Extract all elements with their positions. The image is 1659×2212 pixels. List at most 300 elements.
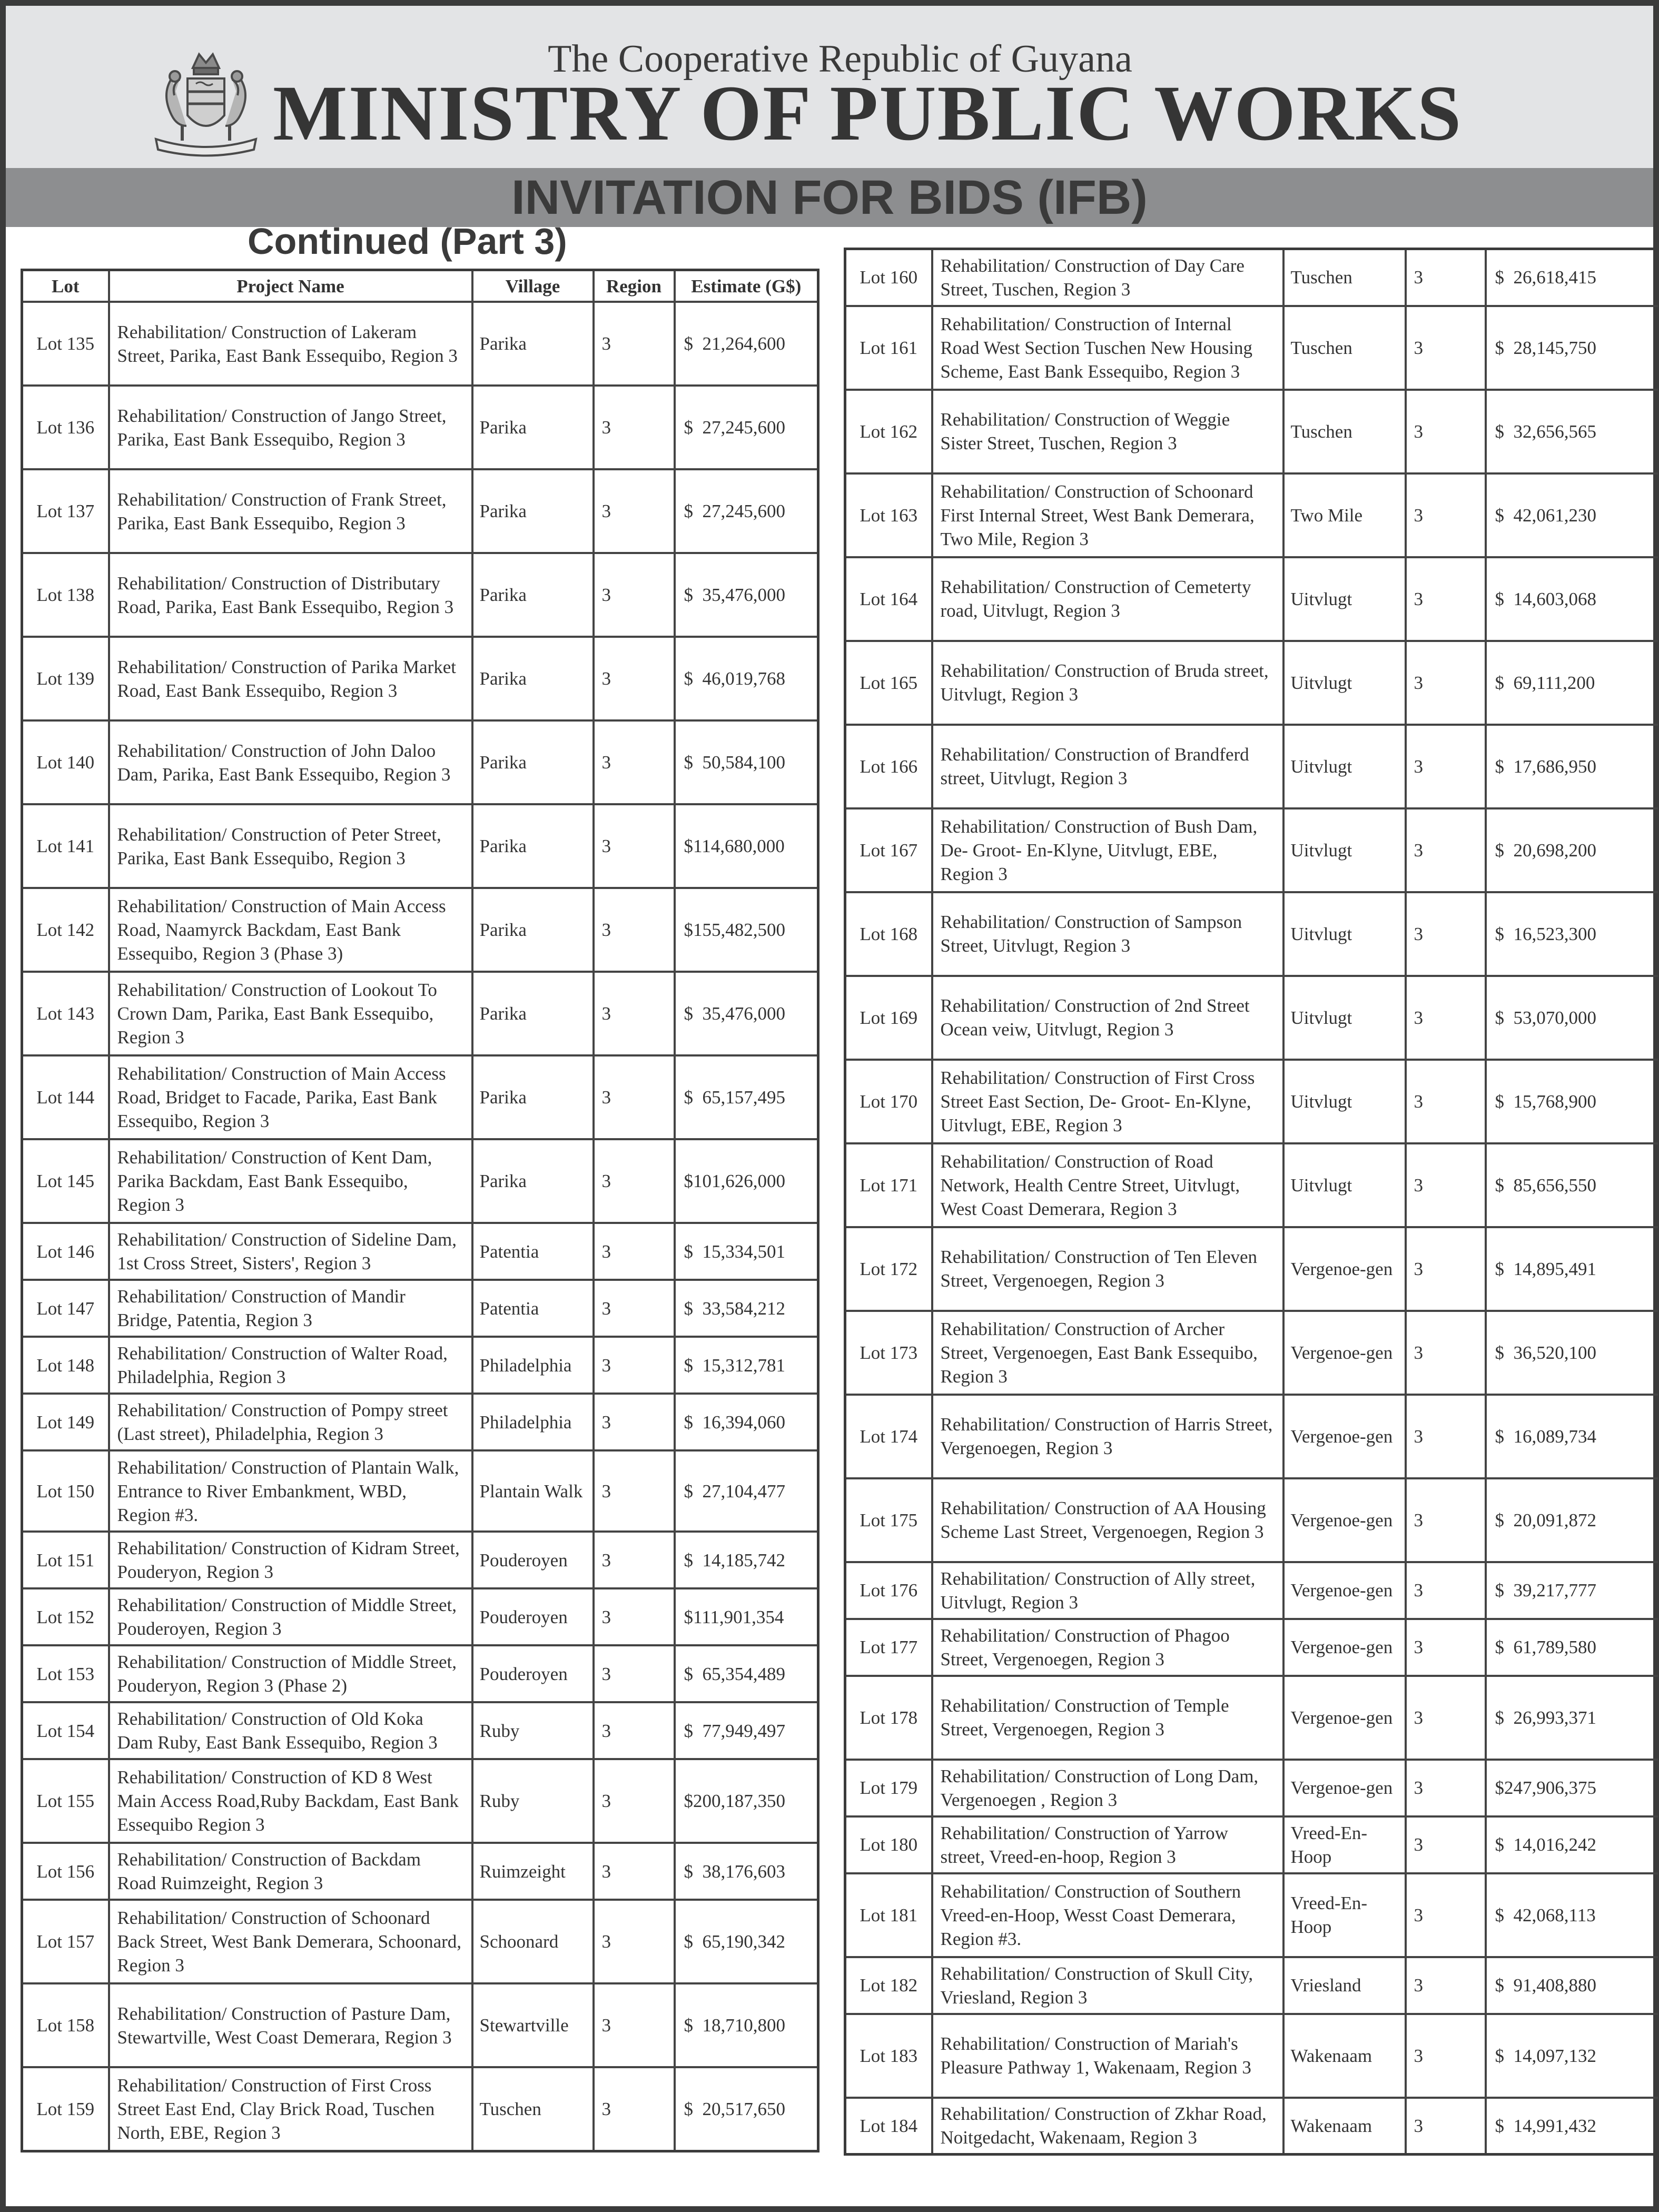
table-row [22, 1588, 818, 1645]
estimate-cell: $ 14,603,068 [1486, 557, 1659, 641]
lot-cell: Lot 138 [22, 553, 109, 637]
region-cell: 3 [594, 1223, 675, 1280]
estimate-cell: $ 15,312,781 [675, 1337, 818, 1394]
lot-cell: Lot 162 [845, 390, 932, 473]
estimate-cell: $ 26,993,371 [1486, 1676, 1659, 1760]
estimate-cell: $ 50,584,100 [675, 720, 818, 804]
village-cell: Philadelphia [472, 1337, 594, 1394]
village-cell: Pouderoyen [472, 1588, 594, 1645]
lot-cell: Lot 177 [845, 1619, 932, 1676]
lot-cell: Lot 135 [22, 302, 109, 386]
village-cell: Vriesland [1283, 1957, 1406, 2014]
village-cell: Parika [472, 637, 594, 720]
table-row [22, 386, 818, 469]
estimate-cell: $ 14,895,491 [1486, 1227, 1659, 1311]
village-cell: Vergenoe-gen [1283, 1676, 1406, 1760]
project-name-cell: Rehabilitation/ Construction of Brandferd street, Uitvlugt, Region 3 [932, 725, 1283, 808]
table-row [22, 1645, 818, 1702]
bids-table-left [21, 269, 819, 2152]
region-cell: 3 [594, 2067, 675, 2151]
region-cell: 3 [594, 1139, 675, 1223]
region-cell: 3 [1406, 892, 1486, 976]
region-cell: 3 [594, 1900, 675, 1983]
estimate-cell: $ 18,710,800 [675, 1983, 818, 2067]
project-name-cell: Rehabilitation/ Construction of Mariah's Pleasure Pathway 1, Wakenaam, Region 3 [932, 2014, 1283, 2098]
estimate-cell: $ 42,068,113 [1486, 1873, 1659, 1957]
region-cell: 3 [594, 1280, 675, 1337]
region-cell: 3 [1406, 390, 1486, 473]
project-name-cell: Rehabilitation/ Construction of Sampson Street, Uitvlugt, Region 3 [932, 892, 1283, 976]
region-cell: 3 [1406, 1619, 1486, 1676]
region-cell: 3 [594, 804, 675, 888]
village-cell: Ruby [472, 1702, 594, 1759]
lot-cell: Lot 169 [845, 976, 932, 1060]
project-name-cell: Rehabilitation/ Construction of Lookout To Crown Dam, Parika, East Bank Essequibo, Region 3 [109, 972, 472, 1055]
village-cell: Vergenoe-gen [1283, 1227, 1406, 1311]
table-row [22, 1055, 818, 1139]
lot-cell: Lot 145 [22, 1139, 109, 1223]
region-cell: 3 [594, 1055, 675, 1139]
table-row [22, 804, 818, 888]
project-name-cell: Rehabilitation/ Construction of Ten Eleven Street, Vergenoegen, Region 3 [932, 1227, 1283, 1311]
region-cell: 3 [594, 386, 675, 469]
estimate-cell: $ 35,476,000 [675, 553, 818, 637]
lot-cell: Lot 150 [22, 1450, 109, 1532]
village-cell: Wakenaam [1283, 2098, 1406, 2155]
village-cell: Parika [472, 553, 594, 637]
table-row [845, 557, 1659, 641]
project-name-cell: Rehabilitation/ Construction of Sideline Dam, 1st Cross Street, Sisters', Region 3 [109, 1223, 472, 1280]
project-name-cell: Rehabilitation/ Construction of Middle Street, Pouderyon, Region 3 (Phase 2) [109, 1645, 472, 1702]
table-row [22, 1702, 818, 1759]
region-cell: 3 [1406, 1873, 1486, 1957]
region-cell: 3 [594, 972, 675, 1055]
project-name-cell: Rehabilitation/ Construction of Bush Dam, De- Groot- En-Klyne, Uitvlugt, EBE, Region 3 [932, 808, 1283, 892]
lot-cell: Lot 163 [845, 473, 932, 557]
project-name-cell: Rehabilitation/ Construction of Road Network, Health Centre Street, Uitvlugt, West Coast Demerara, Region 3 [932, 1143, 1283, 1227]
estimate-cell: $ 20,698,200 [1486, 808, 1659, 892]
estimate-cell: $ 16,394,060 [675, 1394, 818, 1450]
village-cell: Tuschen [1283, 249, 1406, 306]
lot-cell: Lot 136 [22, 386, 109, 469]
village-cell: Vergenoe-gen [1283, 1760, 1406, 1816]
project-name-cell: Rehabilitation/ Construction of Main Access Road, Bridget to Facade, Parika, East Bank Essequibo, Region 3 [109, 1055, 472, 1139]
lot-cell: Lot 142 [22, 888, 109, 972]
estimate-cell: $ 16,523,300 [1486, 892, 1659, 976]
table-row [845, 1562, 1659, 1619]
project-name-cell: Rehabilitation/ Construction of Frank Street, Parika, East Bank Essequibo, Region 3 [109, 469, 472, 553]
estimate-cell: $155,482,500 [675, 888, 818, 972]
village-cell: Uitvlugt [1283, 725, 1406, 808]
estimate-cell: $114,680,000 [675, 804, 818, 888]
village-cell: Ruby [472, 1759, 594, 1843]
estimate-cell: $ 69,111,200 [1486, 641, 1659, 725]
table-row [845, 641, 1659, 725]
lot-cell: Lot 156 [22, 1843, 109, 1900]
village-cell: Parika [472, 804, 594, 888]
header-region: Region [594, 270, 675, 302]
project-name-cell: Rehabilitation/ Construction of Day Care Street, Tuschen, Region 3 [932, 249, 1283, 306]
project-name-cell: Rehabilitation/ Construction of Mandir Bridge, Patentia, Region 3 [109, 1280, 472, 1337]
region-cell: 3 [1406, 1478, 1486, 1562]
village-cell: Uitvlugt [1283, 1143, 1406, 1227]
ifb-banner-text: INVITATION FOR BIDS (IFB) [511, 171, 1148, 224]
estimate-cell: $ 33,584,212 [675, 1280, 818, 1337]
table-row [845, 249, 1659, 306]
estimate-cell: $ 17,686,950 [1486, 725, 1659, 808]
estimate-cell: $ 65,354,489 [675, 1645, 818, 1702]
lot-cell: Lot 154 [22, 1702, 109, 1759]
region-cell: 3 [1406, 1816, 1486, 1873]
estimate-cell: $ 14,016,242 [1486, 1816, 1659, 1873]
region-cell: 3 [594, 637, 675, 720]
region-cell: 3 [1406, 1676, 1486, 1760]
table-header-row [22, 270, 818, 302]
estimate-cell: $ 14,097,132 [1486, 2014, 1659, 2098]
estimate-cell: $ 16,089,734 [1486, 1395, 1659, 1478]
village-cell: Vergenoe-gen [1283, 1478, 1406, 1562]
lot-cell: Lot 146 [22, 1223, 109, 1280]
project-name-cell: Rehabilitation/ Construction of Schoonard First Internal Street, West Bank Demerara, Two Mile, Region 3 [932, 473, 1283, 557]
table-row [22, 302, 818, 386]
continued-label: Continued (Part 3) [248, 221, 567, 262]
region-cell: 3 [594, 888, 675, 972]
estimate-cell: $ 42,061,230 [1486, 473, 1659, 557]
project-name-cell: Rehabilitation/ Construction of Archer Street, Vergenoegen, East Bank Essequibo, Region 3 [932, 1311, 1283, 1395]
project-name-cell: Rehabilitation/ Construction of Pompy street (Last street), Philadelphia, Region 3 [109, 1394, 472, 1450]
region-cell: 3 [1406, 1060, 1486, 1143]
estimate-cell: $ 35,476,000 [675, 972, 818, 1055]
lot-cell: Lot 174 [845, 1395, 932, 1478]
table-row [845, 1311, 1659, 1395]
project-name-cell: Rehabilitation/ Construction of Yarrow street, Vreed-en-hoop, Region 3 [932, 1816, 1283, 1873]
estimate-cell: $ 20,091,872 [1486, 1478, 1659, 1562]
region-cell: 3 [1406, 641, 1486, 725]
table-row [845, 390, 1659, 473]
village-cell: Pouderoyen [472, 1532, 594, 1588]
lot-cell: Lot 164 [845, 557, 932, 641]
lot-cell: Lot 170 [845, 1060, 932, 1143]
lot-cell: Lot 157 [22, 1900, 109, 1983]
village-cell: Vergenoe-gen [1283, 1619, 1406, 1676]
table-row [845, 725, 1659, 808]
table-row [845, 1760, 1659, 1816]
village-cell: Pouderoyen [472, 1645, 594, 1702]
lot-cell: Lot 144 [22, 1055, 109, 1139]
table-row [845, 976, 1659, 1060]
table-row [845, 1873, 1659, 1957]
table-row [22, 888, 818, 972]
region-cell: 3 [594, 720, 675, 804]
project-name-cell: Rehabilitation/ Construction of Lakeram Street, Parika, East Bank Essequibo, Region 3 [109, 302, 472, 386]
project-name-cell: Rehabilitation/ Construction of First Cross Street East Section, De- Groot- En-Klyne, Uitvlugt, EBE, Region 3 [932, 1060, 1283, 1143]
table-row [845, 1060, 1659, 1143]
lot-cell: Lot 165 [845, 641, 932, 725]
lot-cell: Lot 139 [22, 637, 109, 720]
estimate-cell: $111,901,354 [675, 1588, 818, 1645]
estimate-cell: $ 15,768,900 [1486, 1060, 1659, 1143]
estimate-cell: $ 85,656,550 [1486, 1143, 1659, 1227]
village-cell: Vreed-En-Hoop [1283, 1873, 1406, 1957]
project-name-cell: Rehabilitation/ Construction of Main Access Road, Naamyrck Backdam, East Bank Essequibo, Region 3 (Phase 3) [109, 888, 472, 972]
region-cell: 3 [594, 1983, 675, 2067]
table-row [845, 1227, 1659, 1311]
table-row [845, 1143, 1659, 1227]
project-name-cell: Rehabilitation/ Construction of Long Dam, Vergenoegen , Region 3 [932, 1760, 1283, 1816]
village-cell: Parika [472, 302, 594, 386]
table-row [22, 720, 818, 804]
village-cell: Patentia [472, 1280, 594, 1337]
estimate-cell: $ 91,408,880 [1486, 1957, 1659, 2014]
lot-cell: Lot 153 [22, 1645, 109, 1702]
table-row [22, 1900, 818, 1983]
table-row [22, 2067, 818, 2151]
estimate-cell: $ 46,019,768 [675, 637, 818, 720]
region-cell: 3 [1406, 808, 1486, 892]
village-cell: Uitvlugt [1283, 557, 1406, 641]
lot-cell: Lot 141 [22, 804, 109, 888]
region-cell: 3 [1406, 473, 1486, 557]
table-row [22, 1394, 818, 1450]
estimate-cell: $ 14,185,742 [675, 1532, 818, 1588]
village-cell: Patentia [472, 1223, 594, 1280]
table-row [845, 1676, 1659, 1760]
lot-cell: Lot 149 [22, 1394, 109, 1450]
bids-table-right [844, 248, 1659, 2156]
estimate-cell: $ 14,991,432 [1486, 2098, 1659, 2155]
ministry-title: MINISTRY OF PUBLIC WORKS [273, 70, 1463, 157]
lot-cell: Lot 167 [845, 808, 932, 892]
village-cell: Parika [472, 720, 594, 804]
lot-cell: Lot 181 [845, 1873, 932, 1957]
lot-cell: Lot 172 [845, 1227, 932, 1311]
project-name-cell: Rehabilitation/ Construction of Kidram Street, Pouderyon, Region 3 [109, 1532, 472, 1588]
village-cell: Uitvlugt [1283, 641, 1406, 725]
estimate-cell: $ 39,217,777 [1486, 1562, 1659, 1619]
region-cell: 3 [1406, 1562, 1486, 1619]
table-row [22, 469, 818, 553]
table-row [22, 972, 818, 1055]
project-name-cell: Rehabilitation/ Construction of Plantain Walk, Entrance to River Embankment, WBD, Region #3. [109, 1450, 472, 1532]
table-row [845, 1957, 1659, 2014]
table-row [845, 1478, 1659, 1562]
table-row [845, 306, 1659, 390]
estimate-cell: $ 77,949,497 [675, 1702, 818, 1759]
region-cell: 3 [1406, 1227, 1486, 1311]
region-cell: 3 [594, 1759, 675, 1843]
header-project-name: Project Name [109, 270, 472, 302]
lot-cell: Lot 152 [22, 1588, 109, 1645]
village-cell: Parika [472, 469, 594, 553]
lot-cell: Lot 143 [22, 972, 109, 1055]
project-name-cell: Rehabilitation/ Construction of Southern Vreed-en-Hoop, Wesst Coast Demerara, Region #3. [932, 1873, 1283, 1957]
project-name-cell: Rehabilitation/ Construction of Temple Street, Vergenoegen, Region 3 [932, 1676, 1283, 1760]
region-cell: 3 [594, 553, 675, 637]
project-name-cell: Rehabilitation/ Construction of Walter Road, Philadelphia, Region 3 [109, 1337, 472, 1394]
project-name-cell: Rehabilitation/ Construction of Schoonard Back Street, West Bank Demerara, Schoonard, Region 3 [109, 1900, 472, 1983]
estimate-cell: $ 53,070,000 [1486, 976, 1659, 1060]
table-row [845, 892, 1659, 976]
estimate-cell: $ 65,157,495 [675, 1055, 818, 1139]
region-cell: 3 [1406, 2098, 1486, 2155]
table-row [22, 553, 818, 637]
village-cell: Plantain Walk [472, 1450, 594, 1532]
village-cell: Vreed-En-Hoop [1283, 1816, 1406, 1873]
lot-cell: Lot 173 [845, 1311, 932, 1395]
region-cell: 3 [1406, 1311, 1486, 1395]
estimate-cell: $ 20,517,650 [675, 2067, 818, 2151]
village-cell: Vergenoe-gen [1283, 1311, 1406, 1395]
region-cell: 3 [594, 1394, 675, 1450]
village-cell: Parika [472, 972, 594, 1055]
project-name-cell: Rehabilitation/ Construction of Jango Street, Parika, East Bank Essequibo, Region 3 [109, 386, 472, 469]
estimate-cell: $200,187,350 [675, 1759, 818, 1843]
estimate-cell: $ 36,520,100 [1486, 1311, 1659, 1395]
region-cell: 3 [1406, 1760, 1486, 1816]
lot-cell: Lot 140 [22, 720, 109, 804]
region-cell: 3 [594, 1702, 675, 1759]
village-cell: Uitvlugt [1283, 808, 1406, 892]
lot-cell: Lot 182 [845, 1957, 932, 2014]
project-name-cell: Rehabilitation/ Construction of Harris Street, Vergenoegen, Region 3 [932, 1395, 1283, 1478]
estimate-cell: $ 27,245,600 [675, 386, 818, 469]
estimate-cell: $247,906,375 [1486, 1760, 1659, 1816]
project-name-cell: Rehabilitation/ Construction of Internal Road West Section Tuschen New Housing Scheme, East Bank Essequibo, Region 3 [932, 306, 1283, 390]
estimate-cell: $ 28,145,750 [1486, 306, 1659, 390]
lot-cell: Lot 160 [845, 249, 932, 306]
project-name-cell: Rehabilitation/ Construction of Ally street, Uitvlugt, Region 3 [932, 1562, 1283, 1619]
lot-cell: Lot 166 [845, 725, 932, 808]
village-cell: Philadelphia [472, 1394, 594, 1450]
table-row [845, 473, 1659, 557]
region-cell: 3 [594, 1450, 675, 1532]
estimate-cell: $ 27,104,477 [675, 1450, 818, 1532]
village-cell: Tuschen [472, 2067, 594, 2151]
lot-cell: Lot 175 [845, 1478, 932, 1562]
village-cell: Parika [472, 1055, 594, 1139]
table-row [845, 1619, 1659, 1676]
region-cell: 3 [1406, 2014, 1486, 2098]
lot-cell: Lot 178 [845, 1676, 932, 1760]
project-name-cell: Rehabilitation/ Construction of Distributary Road, Parika, East Bank Essequibo, Region 3 [109, 553, 472, 637]
table-row [22, 1759, 818, 1843]
country-subtitle: The Cooperative Republic of Guyana [548, 37, 1132, 81]
lot-cell: Lot 179 [845, 1760, 932, 1816]
lot-cell: Lot 176 [845, 1562, 932, 1619]
project-name-cell: Rehabilitation/ Construction of Old Koka Dam Ruby, East Bank Essequibo, Region 3 [109, 1702, 472, 1759]
project-name-cell: Rehabilitation/ Construction of Peter Street, Parika, East Bank Essequibo, Region 3 [109, 804, 472, 888]
village-cell: Vergenoe-gen [1283, 1395, 1406, 1478]
ifb-banner [6, 168, 1653, 227]
estimate-cell: $ 61,789,580 [1486, 1619, 1659, 1676]
project-name-cell: Rehabilitation/ Construction of Kent Dam, Parika Backdam, East Bank Essequibo, Region 3 [109, 1139, 472, 1223]
region-cell: 3 [594, 1337, 675, 1394]
lot-cell: Lot 184 [845, 2098, 932, 2155]
region-cell: 3 [1406, 976, 1486, 1060]
lot-cell: Lot 147 [22, 1280, 109, 1337]
table-row [22, 1280, 818, 1337]
project-name-cell: Rehabilitation/ Construction of Cemeterty road, Uitvlugt, Region 3 [932, 557, 1283, 641]
region-cell: 3 [594, 1843, 675, 1900]
region-cell: 3 [1406, 1395, 1486, 1478]
estimate-cell: $ 38,176,603 [675, 1843, 818, 1900]
lot-cell: Lot 159 [22, 2067, 109, 2151]
village-cell: Two Mile [1283, 473, 1406, 557]
project-name-cell: Rehabilitation/ Construction of Pasture Dam, Stewartville, West Coast Demerara, Region 3 [109, 1983, 472, 2067]
project-name-cell: Rehabilitation/ Construction of John Daloo Dam, Parika, East Bank Essequibo, Region 3 [109, 720, 472, 804]
village-cell: Parika [472, 1139, 594, 1223]
table-row [845, 1816, 1659, 1873]
estimate-cell: $ 26,618,415 [1486, 249, 1659, 306]
estimate-cell: $ 27,245,600 [675, 469, 818, 553]
table-row [845, 2098, 1659, 2155]
project-name-cell: Rehabilitation/ Construction of Zkhar Road, Noitgedacht, Wakenaam, Region 3 [932, 2098, 1283, 2155]
lot-cell: Lot 161 [845, 306, 932, 390]
project-name-cell: Rehabilitation/ Construction of 2nd Street Ocean veiw, Uitvlugt, Region 3 [932, 976, 1283, 1060]
village-cell: Wakenaam [1283, 2014, 1406, 2098]
lot-cell: Lot 155 [22, 1759, 109, 1843]
village-cell: Tuschen [1283, 306, 1406, 390]
table-row [845, 808, 1659, 892]
project-name-cell: Rehabilitation/ Construction of Skull City, Vriesland, Region 3 [932, 1957, 1283, 2014]
header-lot: Lot [22, 270, 109, 302]
table-row [22, 1843, 818, 1900]
table-row [22, 1450, 818, 1532]
table-row [22, 1337, 818, 1394]
village-cell: Parika [472, 888, 594, 972]
region-cell: 3 [1406, 557, 1486, 641]
village-cell: Uitvlugt [1283, 892, 1406, 976]
village-cell: Uitvlugt [1283, 976, 1406, 1060]
lot-cell: Lot 148 [22, 1337, 109, 1394]
region-cell: 3 [594, 1645, 675, 1702]
village-cell: Schoonard [472, 1900, 594, 1983]
region-cell: 3 [1406, 1957, 1486, 2014]
project-name-cell: Rehabilitation/ Construction of Weggie Sister Street, Tuschen, Region 3 [932, 390, 1283, 473]
table-row [22, 1223, 818, 1280]
header-village: Village [472, 270, 594, 302]
lot-cell: Lot 137 [22, 469, 109, 553]
project-name-cell: Rehabilitation/ Construction of Phagoo Street, Vergenoegen, Region 3 [932, 1619, 1283, 1676]
project-name-cell: Rehabilitation/ Construction of AA Housing Scheme Last Street, Vergenoegen, Region 3 [932, 1478, 1283, 1562]
table-row [22, 637, 818, 720]
lot-cell: Lot 168 [845, 892, 932, 976]
village-cell: Uitvlugt [1283, 1060, 1406, 1143]
estimate-cell: $101,626,000 [675, 1139, 818, 1223]
table-row [22, 1983, 818, 2067]
table-row [845, 1395, 1659, 1478]
region-cell: 3 [1406, 306, 1486, 390]
header-estimate: Estimate (G$) [675, 270, 818, 302]
region-cell: 3 [1406, 1143, 1486, 1227]
region-cell: 3 [1406, 249, 1486, 306]
lot-cell: Lot 183 [845, 2014, 932, 2098]
project-name-cell: Rehabilitation/ Construction of Backdam Road Ruimzeight, Region 3 [109, 1843, 472, 1900]
estimate-cell: $ 65,190,342 [675, 1900, 818, 1983]
estimate-cell: $ 15,334,501 [675, 1223, 818, 1280]
village-cell: Parika [472, 386, 594, 469]
lot-cell: Lot 151 [22, 1532, 109, 1588]
table-row [22, 1532, 818, 1588]
village-cell: Stewartville [472, 1983, 594, 2067]
region-cell: 3 [594, 469, 675, 553]
lot-cell: Lot 180 [845, 1816, 932, 1873]
table-row [22, 1139, 818, 1223]
lot-cell: Lot 158 [22, 1983, 109, 2067]
project-name-cell: Rehabilitation/ Construction of Bruda street, Uitvlugt, Region 3 [932, 641, 1283, 725]
estimate-cell: $ 21,264,600 [675, 302, 818, 386]
project-name-cell: Rehabilitation/ Construction of Middle Street, Pouderoyen, Region 3 [109, 1588, 472, 1645]
